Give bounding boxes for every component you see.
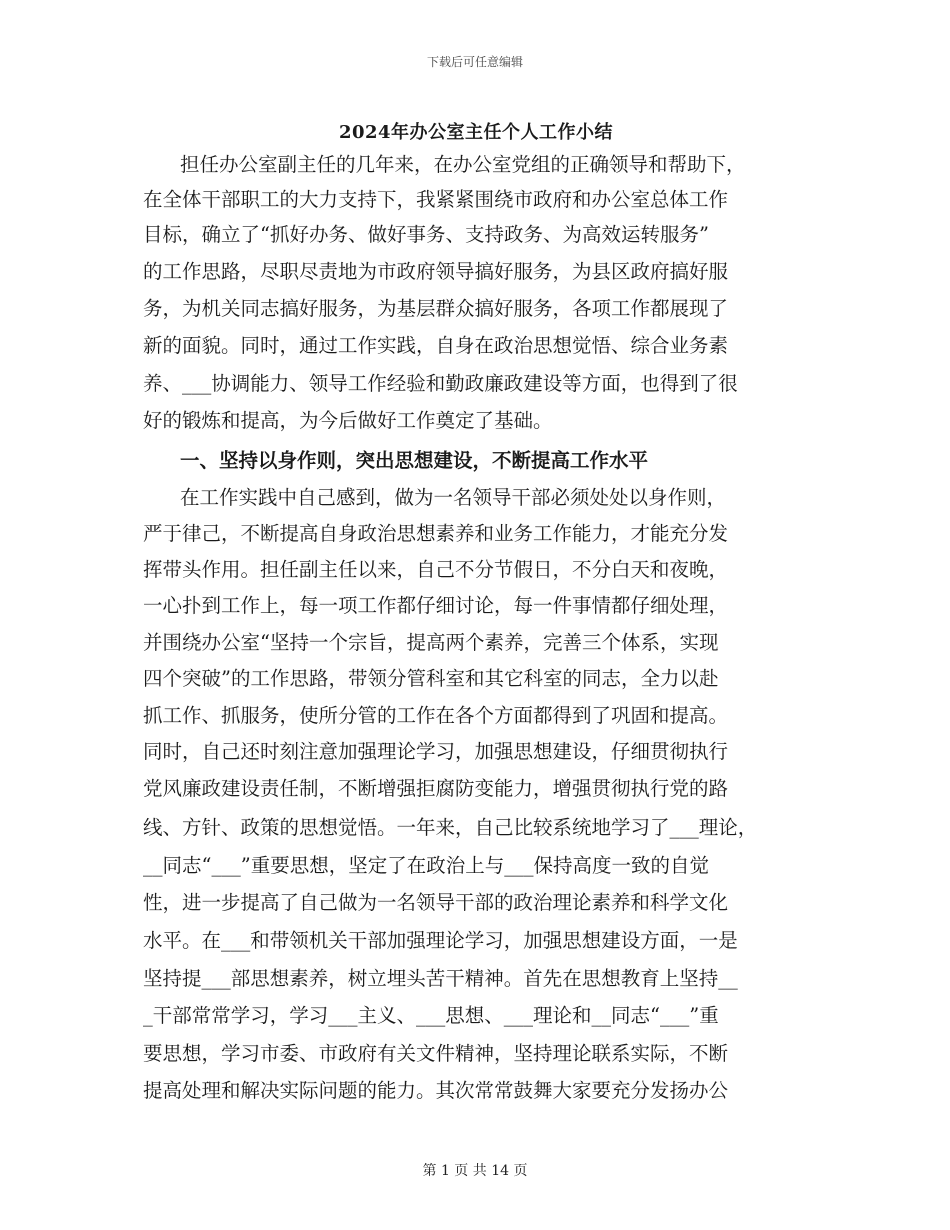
paragraph-line: 并围绕办公室“坚持一个宗旨，提高两个素养，完善三个体系，实现 (143, 631, 719, 654)
paragraph-line: 抓工作、抓服务，使所分管的工作在各个方面都得到了巩固和提高。 (143, 704, 729, 727)
paragraph-line: 同时，自己还时刻注意加强理论学习，加强思想建设，仔细贯彻执行 (143, 740, 729, 763)
paragraph-line: 在全体干部职工的大力支持下，我紧紧围绕市政府和办公室总体工作 (143, 188, 729, 211)
section-heading: 一、坚持以身作则，突出思想建设，不断提高工作水平 (180, 449, 649, 472)
paragraph-line: 线、方针、政策的思想觉悟。一年来，自己比较系统地学习了___理论， (143, 816, 758, 839)
paragraph-line: 担任办公室副主任的几年来，在办公室党组的正确领导和帮助下， (180, 153, 746, 176)
paragraph-line: 性，进一步提高了自己做为一名领导干部的政治理论素养和科学文化 (143, 891, 729, 914)
paragraph-line: 挥带头作用。担任副主任以来，自己不分节假日，不分白天和夜晚， (143, 558, 729, 581)
paragraph-line: 目标，确立了“抓好办务、做好事务、支持政务、为高效运转服务” (143, 223, 709, 246)
paragraph-line: 四个突破”的工作思路，带领分管科室和其它科室的同志，全力以赴 (143, 667, 719, 690)
paragraph-line: 在工作实践中自己感到，做为一名领导干部必须处处以身作则， (180, 486, 727, 509)
paragraph-line: 一心扑到工作上，每一项工作都仔细讨论，每一件事情都仔细处理， (143, 594, 729, 617)
paragraph-line: 提高处理和解决实际问题的能力。其次常常鼓舞大家要充分发扬办公 (143, 1079, 729, 1102)
paragraph-line: 务，为机关同志搞好服务，为基层群众搞好服务，各项工作都展现了 (143, 297, 729, 320)
paragraph-line: 党风廉政建设责任制，不断增强拒腐防变能力，增强贯彻执行党的路 (143, 777, 729, 800)
paragraph-line: __同志“___”重要思想，坚定了在政治上与___保持高度一致的自觉 (143, 854, 709, 877)
paragraph-line: 的工作思路，尽职尽责地为市政府领导搞好服务，为县区政府搞好服 (143, 260, 729, 283)
page-footer-page-info: 第 1 页 共 14 页 (422, 1163, 528, 1179)
paragraph-line: 严于律己，不断提高自身政治思想素养和业务工作能力，才能充分发 (143, 522, 729, 545)
paragraph-line: 新的面貌。同时，通过工作实践，自身在政治思想觉悟、综合业务素 (143, 334, 729, 357)
document-title: 2024年办公室主任个人工作小结 (338, 122, 614, 143)
paragraph-line: 好的锻炼和提高，为今后做好工作奠定了基础。 (143, 409, 553, 432)
paragraph-line: 水平。在___和带领机关干部加强理论学习，加强思想建设方面，一是 (143, 929, 738, 952)
paragraph-line: _干部常常学习，学习___主义、___思想、___理论和__同志“___”重 (143, 1004, 719, 1027)
page-header-note: 下载后可任意编辑 (426, 55, 523, 69)
paragraph-line: 养、___协调能力、领导工作经验和勤政廉政建设等方面，也得到了很 (143, 372, 738, 395)
paragraph-line: 要思想，学习市委、市政府有关文件精神，坚持理论联系实际，不断 (143, 1042, 729, 1065)
paragraph-line: 坚持提___部思想素养，树立埋头苦干精神。首先在思想教育上坚持__ (143, 967, 738, 990)
